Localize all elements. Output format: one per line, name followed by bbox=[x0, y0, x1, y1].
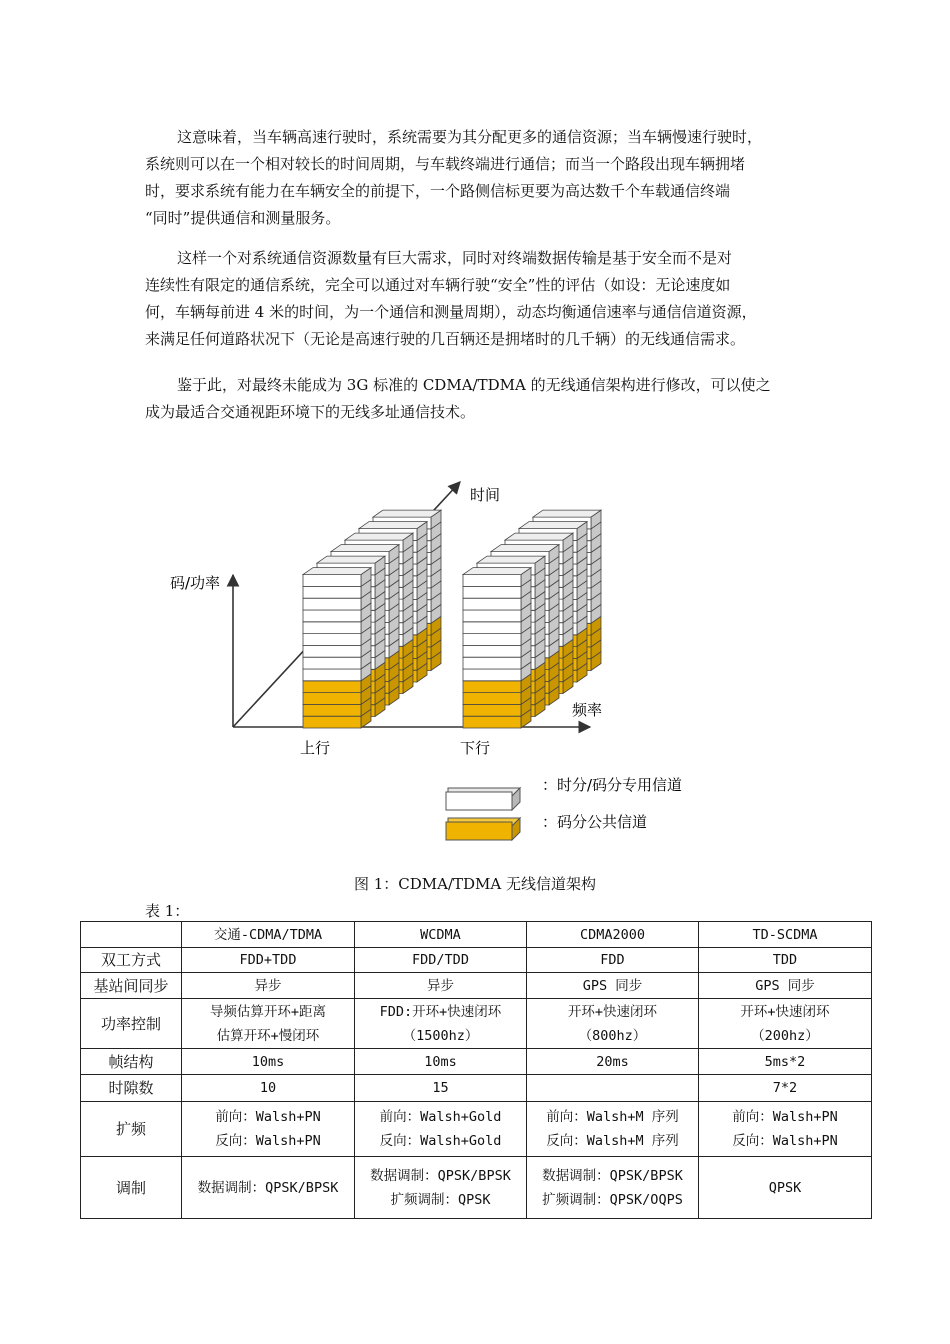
legend-common-label: ：码分公共信道 bbox=[542, 813, 648, 831]
table-cell: GPS 同步 bbox=[699, 973, 872, 999]
table-label: 表 1： bbox=[145, 902, 190, 920]
paragraph-1 bbox=[145, 124, 807, 232]
figure-caption: 图 1：CDMA/TDMA 无线信道架构 bbox=[353, 875, 597, 893]
axis-label-code-power: 码/功率 bbox=[170, 574, 221, 592]
table-cell: 10ms bbox=[355, 1049, 527, 1075]
table-cell: TDD bbox=[699, 948, 872, 973]
header-cell: CDMA2000 bbox=[527, 922, 699, 948]
table-cell: 数据调制：QPSK/BPSK bbox=[182, 1157, 355, 1219]
table-cell: FDD/TDD bbox=[355, 948, 527, 973]
table-cell: FDD bbox=[527, 948, 699, 973]
table-cell: 15 bbox=[355, 1075, 527, 1102]
paragraph-line: 成为最适合交通视距环境下的无线多址通信技术。 bbox=[145, 403, 476, 421]
table-cell: 导频估算开环+距离 估算开环+慢闭环 bbox=[182, 999, 355, 1049]
table-cell: QPSK bbox=[699, 1157, 872, 1219]
table-cell: 前向：Walsh+PN 反向：Walsh+PN bbox=[182, 1102, 355, 1157]
table-cell: 数据调制：QPSK/BPSK 扩频调制：QPSK bbox=[355, 1157, 527, 1219]
table-row bbox=[81, 1075, 872, 1102]
table-cell: FDD:开环+快速闭环 （1500hz） bbox=[355, 999, 527, 1049]
channel-architecture-diagram bbox=[150, 470, 720, 865]
header-cell: TD-SCDMA bbox=[699, 922, 872, 948]
axis-label-time: 时间 bbox=[470, 486, 501, 504]
row-label: 扩频 bbox=[81, 1102, 182, 1157]
table-cell: 前向：Walsh+PN 反向：Walsh+PN bbox=[699, 1102, 872, 1157]
table-row bbox=[81, 1102, 872, 1157]
legend-dedicated-swatch bbox=[446, 788, 520, 810]
paragraph-line: 鉴于此，对最终未能成为 3G 标准的 CDMA/TDMA 的无线通信架构进行修改，可以使之 bbox=[177, 376, 771, 394]
table-cell: 数据调制：QPSK/BPSK 扩频调制：QPSK/OQPS bbox=[527, 1157, 699, 1219]
table-cell: 前向：Walsh+M 序列 反向：Walsh+M 序列 bbox=[527, 1102, 699, 1157]
table-cell: 异步 bbox=[355, 973, 527, 999]
paragraph-line: “同时”提供通信和测量服务。 bbox=[145, 209, 341, 227]
paragraph-line: 这意味着，当车辆高速行驶时，系统需要为其分配更多的通信资源；当车辆慢速行驶时， bbox=[177, 128, 763, 146]
table-row bbox=[81, 948, 872, 973]
header-cell: 交通-CDMA/TDMA bbox=[182, 922, 355, 948]
table-cell: FDD+TDD bbox=[182, 948, 355, 973]
table-cell: 开环+快速闭环 （800hz） bbox=[527, 999, 699, 1049]
table-cell: 5ms*2 bbox=[699, 1049, 872, 1075]
label-downlink: 下行 bbox=[460, 739, 491, 757]
paragraph-3 bbox=[145, 372, 807, 426]
table-cell: GPS 同步 bbox=[527, 973, 699, 999]
paragraph-line: 连续性有限定的通信系统，完全可以通过对车辆行驶“安全”性的评估（如设：无论速度如 bbox=[145, 276, 731, 294]
table-row bbox=[81, 1157, 872, 1219]
paragraph-line: 系统则可以在一个相对较长的时间周期，与车载终端进行通信；而当一个路段出现车辆拥堵 bbox=[145, 155, 746, 173]
table-cell bbox=[527, 1075, 699, 1102]
table-cell: 异步 bbox=[182, 973, 355, 999]
header-cell bbox=[81, 922, 182, 948]
label-uplink: 上行 bbox=[300, 739, 331, 757]
table-row bbox=[81, 973, 872, 999]
comparison-table bbox=[80, 921, 872, 1219]
table-cell: 10ms bbox=[182, 1049, 355, 1075]
row-label: 帧结构 bbox=[81, 1049, 182, 1075]
table-cell: 10 bbox=[182, 1075, 355, 1102]
row-label: 时隙数 bbox=[81, 1075, 182, 1102]
row-label: 双工方式 bbox=[81, 948, 182, 973]
paragraph-line: 这样一个对系统通信资源数量有巨大需求，同时对终端数据传输是基于安全而不是对 bbox=[177, 249, 733, 267]
channel-layer bbox=[463, 568, 531, 728]
uplink-channel-stack bbox=[303, 510, 441, 728]
axis-label-frequency: 频率 bbox=[572, 701, 603, 719]
table-cell: 前向：Walsh+Gold 反向：Walsh+Gold bbox=[355, 1102, 527, 1157]
table-row bbox=[81, 1049, 872, 1075]
row-label: 基站间同步 bbox=[81, 973, 182, 999]
table-cell: 20ms bbox=[527, 1049, 699, 1075]
paragraph-2 bbox=[145, 245, 807, 353]
paragraph-line: 何，车辆每前进 4 米的时间，为一个通信和测量周期），动态均衡通信速率与通信信道资源， bbox=[145, 303, 757, 321]
paragraph-line: 来满足任何道路状况下（无论是高速行驶的几百辆还是拥堵时的几千辆）的无线通信需求。 bbox=[145, 330, 746, 348]
table-cell: 开环+快速闭环 （200hz） bbox=[699, 999, 872, 1049]
row-label: 功率控制 bbox=[81, 999, 182, 1049]
header-cell: WCDMA bbox=[355, 922, 527, 948]
paragraph-line: 时，要求系统有能力在车辆安全的前提下，一个路侧信标更要为高达数千个车载通信终端 bbox=[145, 182, 731, 200]
channel-layer bbox=[303, 568, 371, 728]
legend-common-swatch bbox=[446, 818, 520, 840]
legend-dedicated-label: ：时分/码分专用信道 bbox=[542, 776, 683, 794]
table-header-row bbox=[81, 922, 872, 948]
row-label: 调制 bbox=[81, 1157, 182, 1219]
downlink-channel-stack bbox=[463, 510, 601, 728]
table-row bbox=[81, 999, 872, 1049]
table-cell: 7*2 bbox=[699, 1075, 872, 1102]
